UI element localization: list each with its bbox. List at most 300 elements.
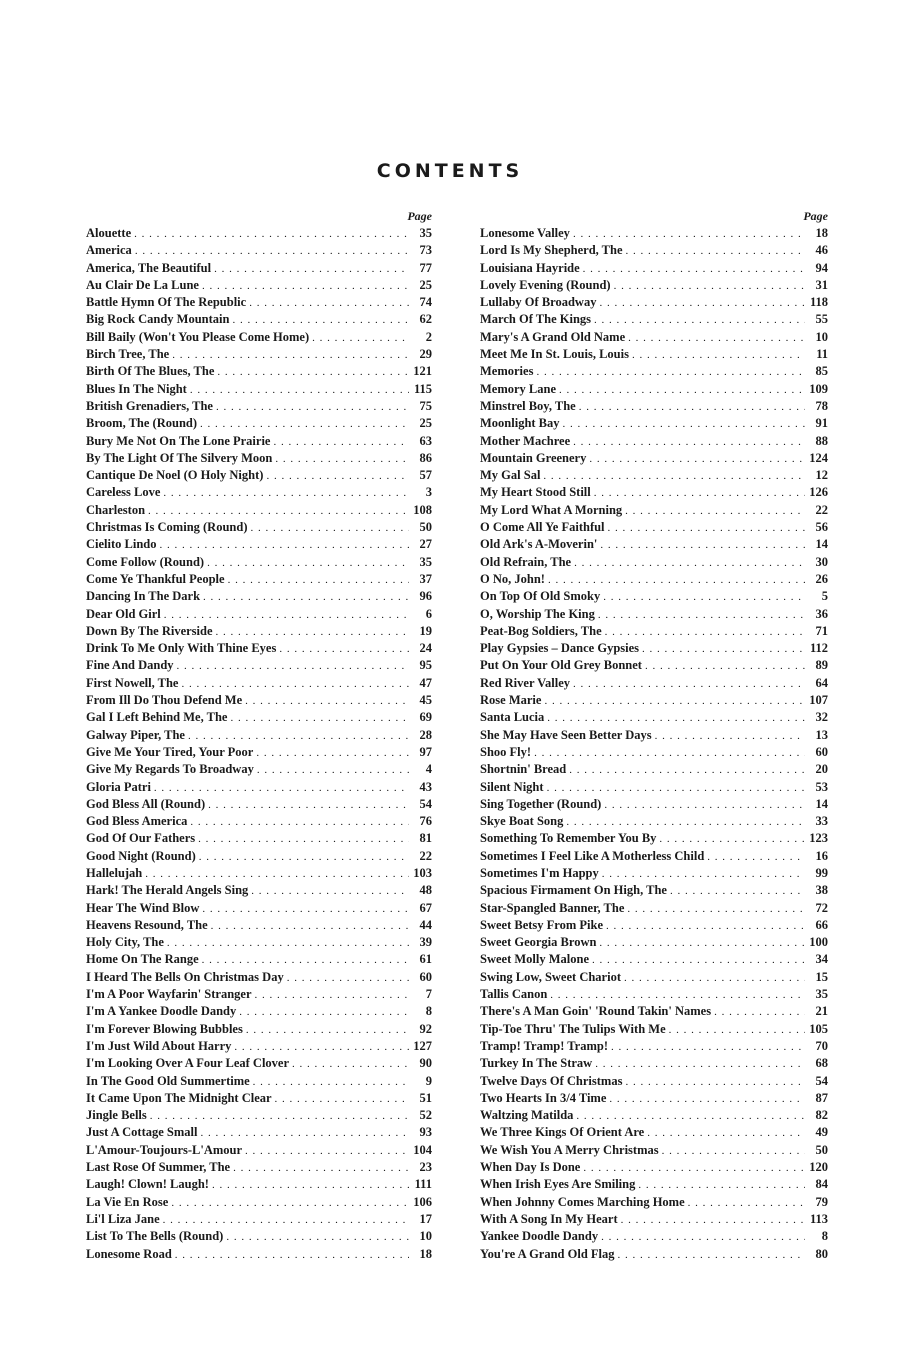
entry-page-number: 6 [425, 606, 432, 621]
dot-leader [228, 572, 409, 589]
entry-title: In The Good Old Summertime [86, 1073, 250, 1088]
list-item [480, 1211, 828, 1228]
dot-leader [251, 883, 409, 900]
list-item [86, 986, 432, 1003]
entry-page-number: 46 [815, 243, 828, 258]
dot-leader [606, 918, 805, 935]
dot-leader [707, 849, 805, 866]
entry-title: British Grenadiers, The [86, 398, 213, 413]
dot-leader [534, 745, 805, 762]
dot-leader [550, 987, 805, 1004]
page-column-header: Page [407, 209, 432, 223]
entry-page-number: 10 [815, 329, 828, 344]
entry-page-number: 26 [815, 571, 828, 586]
dot-leader [312, 330, 409, 347]
list-item [86, 1142, 432, 1159]
list-item [480, 1021, 828, 1038]
entry-page-number: 76 [419, 814, 432, 829]
list-item [480, 865, 828, 882]
entry-page-number: 33 [815, 814, 828, 829]
entry-title: Lonesome Valley [480, 226, 570, 240]
list-item [86, 484, 432, 501]
entry-title: Rose Marie [480, 693, 542, 708]
entry-page-number: 10 [419, 1229, 432, 1244]
list-item [86, 1246, 432, 1263]
entry-title: My Heart Stood Still [480, 485, 591, 500]
entry-title: Sing Together (Round) [480, 796, 602, 811]
entry-title: La Vie En Rose [86, 1194, 169, 1209]
dot-leader [275, 1091, 409, 1108]
dot-leader [714, 1004, 805, 1021]
list-item [480, 225, 828, 242]
dot-leader [233, 1160, 409, 1177]
list-item [480, 744, 828, 761]
dot-leader [548, 572, 805, 589]
entry-page-number: 50 [815, 1142, 828, 1157]
entry-page-number: 74 [419, 295, 432, 310]
entry-page-number: 60 [815, 744, 828, 759]
entry-title: You're A Grand Old Flag [480, 1246, 615, 1261]
dot-leader [292, 1056, 409, 1073]
dot-leader [256, 745, 409, 762]
list-item [86, 277, 432, 294]
entry-page-number: 105 [809, 1021, 828, 1036]
list-item [480, 571, 828, 588]
dot-leader [175, 1247, 409, 1264]
entry-page-number: 123 [809, 831, 828, 846]
list-item [480, 450, 828, 467]
list-item [86, 433, 432, 450]
dot-leader [574, 555, 805, 572]
entry-page-number: 20 [815, 762, 828, 777]
entry-title: We Wish You A Merry Christmas [480, 1142, 659, 1157]
entry-page-number: 86 [419, 450, 432, 465]
dot-leader [594, 485, 805, 502]
entry-title: Sweet Molly Malone [480, 952, 590, 967]
entry-page-number: 24 [419, 641, 432, 656]
entry-title: My Gal Sal [480, 468, 541, 483]
entry-title: I'm A Poor Wayfarin' Stranger [86, 987, 252, 1002]
entry-title: March Of The Kings [480, 312, 592, 327]
dot-leader [207, 555, 409, 572]
dot-leader [245, 693, 409, 710]
dot-leader [163, 485, 409, 502]
dot-leader [611, 1039, 805, 1056]
entry-page-number: 22 [419, 848, 432, 863]
entry-page-number: 88 [815, 433, 828, 448]
list-item [86, 640, 432, 657]
list-item [480, 917, 828, 934]
entry-page-number: 5 [821, 589, 828, 604]
entry-page-number: 14 [815, 537, 828, 552]
dot-leader [628, 330, 805, 347]
dot-leader [239, 1004, 409, 1021]
entry-page-number: 64 [815, 675, 828, 690]
dot-leader [208, 797, 409, 814]
entry-page-number: 69 [419, 710, 432, 725]
list-item [480, 830, 828, 847]
entry-page-number: 93 [419, 1125, 432, 1140]
entry-title: By The Light Of The Silvery Moon [86, 450, 273, 465]
list-item [86, 1038, 432, 1055]
dot-leader [645, 658, 805, 675]
entry-page-number: 55 [815, 312, 828, 327]
entry-page-number: 50 [419, 520, 432, 535]
dot-leader [160, 537, 410, 554]
dot-leader [569, 762, 805, 779]
page-column-header: Page [803, 209, 828, 223]
dot-leader [547, 710, 805, 727]
list-item [86, 1073, 432, 1090]
dot-leader [253, 1074, 409, 1091]
list-item [480, 727, 828, 744]
dot-leader [257, 762, 409, 779]
dot-leader [200, 1125, 409, 1142]
dot-leader [595, 1056, 805, 1073]
entry-title: Birth Of The Blues, The [86, 364, 215, 379]
entry-page-number: 73 [419, 243, 432, 258]
list-item [480, 1124, 828, 1141]
entry-title: Christmas Is Coming (Round) [86, 520, 248, 535]
entry-title: Meet Me In St. Louis, Louis [480, 347, 629, 362]
entry-title: Come Ye Thankful People [86, 571, 225, 586]
dot-leader [573, 226, 805, 243]
dot-leader [614, 278, 805, 295]
entry-page-number: 99 [815, 865, 828, 880]
list-item [480, 796, 828, 813]
list-item [86, 450, 432, 467]
entry-title: Gal I Left Behind Me, The [86, 710, 228, 725]
entry-page-number: 72 [815, 900, 828, 915]
entry-page-number: 13 [815, 727, 828, 742]
entry-page-number: 18 [419, 1246, 432, 1261]
entry-title: Moonlight Bay [480, 416, 560, 431]
dot-leader [609, 1091, 805, 1108]
list-item [480, 1228, 828, 1245]
list-item [480, 623, 828, 640]
dot-leader [181, 676, 409, 693]
list-item [480, 311, 828, 328]
entry-title: God Bless All (Round) [86, 796, 206, 811]
list-item [480, 1246, 828, 1263]
entry-page-number: 96 [419, 589, 432, 604]
list-item [86, 242, 432, 259]
list-item [86, 761, 432, 778]
contents-column-left [86, 208, 432, 1263]
list-item [480, 381, 828, 398]
list-item [480, 1055, 828, 1072]
entry-title: With A Song In My Heart [480, 1211, 618, 1226]
entry-page-number: 124 [809, 450, 828, 465]
list-item [480, 934, 828, 951]
dot-leader [164, 607, 409, 624]
list-item [86, 1107, 432, 1124]
list-item [86, 225, 432, 242]
list-item [86, 934, 432, 951]
list-item [480, 588, 828, 605]
list-item [480, 675, 828, 692]
entry-title: She May Have Seen Better Days [480, 727, 652, 742]
entry-title: Hark! The Herald Angels Sing [86, 883, 249, 898]
entry-list [480, 225, 828, 1263]
list-item [86, 917, 432, 934]
dot-leader [148, 503, 409, 520]
list-item [480, 363, 828, 380]
list-item [480, 1142, 828, 1159]
list-item [480, 692, 828, 709]
list-item [480, 1159, 828, 1176]
entry-page-number: 53 [815, 779, 828, 794]
entry-page-number: 38 [815, 883, 828, 898]
dot-leader [621, 1212, 805, 1229]
entry-page-number: 78 [815, 398, 828, 413]
list-item [480, 1003, 828, 1020]
entry-page-number: 108 [413, 502, 432, 517]
list-item [480, 260, 828, 277]
dot-leader [583, 1160, 805, 1177]
entry-page-number: 49 [815, 1125, 828, 1140]
dot-leader [598, 607, 805, 624]
dot-leader [563, 416, 805, 433]
list-item [480, 502, 828, 519]
dot-leader [249, 295, 409, 312]
entry-page-number: 107 [809, 693, 828, 708]
list-item [86, 398, 432, 415]
entry-title: America, The Beautiful [86, 260, 212, 275]
list-item [480, 346, 828, 363]
entry-page-number: 51 [419, 1090, 432, 1105]
list-item [480, 519, 828, 536]
dot-leader [200, 416, 409, 433]
entry-page-number: 92 [419, 1021, 432, 1036]
entry-page-number: 8 [425, 1004, 432, 1019]
dot-leader [255, 987, 409, 1004]
entry-title: America [86, 243, 132, 258]
entry-title: Tallis Canon [480, 987, 548, 1002]
dot-leader [688, 1195, 805, 1212]
dot-leader [167, 935, 409, 952]
entry-title: Good Night (Round) [86, 848, 196, 863]
entry-page-number: 112 [809, 641, 828, 656]
list-item [86, 554, 432, 571]
entry-title: Mountain Greenery [480, 450, 587, 465]
list-item [480, 484, 828, 501]
entry-title: Turkey In The Straw [480, 1056, 593, 1071]
list-item [86, 830, 432, 847]
entry-page-number: 12 [815, 468, 828, 483]
entry-title: We Three Kings Of Orient Are [480, 1125, 645, 1140]
entry-page-number: 82 [815, 1108, 828, 1123]
list-item [480, 709, 828, 726]
entry-title: Sweet Georgia Brown [480, 935, 597, 950]
dot-leader [659, 831, 805, 848]
list-item [480, 1107, 828, 1124]
dot-leader [234, 1039, 409, 1056]
entry-page-number: 67 [419, 900, 432, 915]
entry-page-number: 11 [816, 347, 828, 362]
list-item [86, 1159, 432, 1176]
entry-page-number: 7 [425, 987, 432, 1002]
dot-leader [190, 814, 409, 831]
entry-page-number: 35 [419, 226, 432, 240]
entry-page-number: 57 [419, 468, 432, 483]
dot-leader [655, 728, 805, 745]
list-item [86, 260, 432, 277]
list-item [86, 900, 432, 917]
entry-page-number: 3 [425, 485, 432, 500]
dot-leader [604, 797, 805, 814]
list-item [480, 1073, 828, 1090]
entry-page-number: 18 [815, 226, 828, 240]
list-item [86, 381, 432, 398]
list-item [86, 294, 432, 311]
list-item [480, 1090, 828, 1107]
list-item [86, 675, 432, 692]
dot-leader [246, 1022, 409, 1039]
list-item [480, 657, 828, 674]
dot-leader [150, 1108, 409, 1125]
dot-leader [602, 866, 805, 883]
dot-leader [576, 1108, 805, 1125]
entry-title: Last Rose Of Summer, The [86, 1160, 231, 1175]
entry-title: Bury Me Not On The Lone Prairie [86, 433, 271, 448]
entry-title: When Irish Eyes Are Smiling [480, 1177, 636, 1192]
entry-page-number: 70 [815, 1038, 828, 1053]
entry-page-number: 31 [815, 277, 828, 292]
list-item [86, 1055, 432, 1072]
dot-leader [566, 814, 805, 831]
list-item [480, 1194, 828, 1211]
entry-title: O, Worship The King [480, 606, 595, 621]
dot-leader [662, 1143, 805, 1160]
dot-leader [625, 503, 805, 520]
dot-leader [216, 624, 409, 641]
entry-page-number: 14 [815, 796, 828, 811]
dot-leader [573, 676, 805, 693]
dot-leader [190, 382, 409, 399]
entry-page-number: 91 [815, 416, 828, 431]
dot-leader [608, 520, 805, 537]
entry-page-number: 2 [425, 329, 432, 344]
entry-page-number: 66 [815, 917, 828, 932]
entry-title: Old Refrain, The [480, 554, 572, 569]
list-item [86, 882, 432, 899]
entry-page-number: 85 [815, 364, 828, 379]
entry-title: Tip-Toe Thru' The Tulips With Me [480, 1021, 666, 1036]
entry-title: Holy City, The [86, 935, 164, 950]
list-item [480, 813, 828, 830]
list-item [86, 415, 432, 432]
entry-page-number: 127 [413, 1038, 432, 1053]
list-item [86, 727, 432, 744]
dot-leader [603, 589, 805, 606]
entry-page-number: 121 [413, 364, 432, 379]
entry-title: Hear The Wind Blow [86, 900, 200, 915]
entry-page-number: 16 [815, 848, 828, 863]
list-item [480, 848, 828, 865]
list-item [480, 969, 828, 986]
entry-title: Cantique De Noel (O Holy Night) [86, 468, 264, 483]
list-item [86, 1194, 432, 1211]
entry-title: Skye Boat Song [480, 814, 564, 829]
entry-title: When Johnny Comes Marching Home [480, 1194, 685, 1209]
entry-title: Mary's A Grand Old Name [480, 329, 626, 344]
entry-title: Old Ark's A-Moverin' [480, 537, 598, 552]
dot-leader [250, 520, 409, 537]
entry-title: Put On Your Old Grey Bonnet [480, 658, 642, 673]
entry-page-number: 25 [419, 416, 432, 431]
list-item [86, 657, 432, 674]
entry-page-number: 94 [815, 260, 828, 275]
entry-page-number: 77 [419, 260, 432, 275]
entry-page-number: 115 [413, 381, 432, 396]
entry-title: Come Follow (Round) [86, 554, 205, 569]
entry-title: I'm Forever Blowing Bubbles [86, 1021, 243, 1036]
list-item [86, 969, 432, 986]
list-item [480, 277, 828, 294]
entry-title: God Of Our Fathers [86, 831, 196, 846]
list-item [480, 900, 828, 917]
list-item [480, 761, 828, 778]
entry-page-number: 126 [809, 485, 828, 500]
list-item [480, 779, 828, 796]
list-item [86, 502, 432, 519]
entry-title: Home On The Range [86, 952, 199, 967]
entry-page-number: 95 [419, 658, 432, 673]
entry-title: Shoo Fly! [480, 744, 532, 759]
entry-title: From Ill Do Thou Defend Me [86, 693, 243, 708]
entry-title: Santa Lucia [480, 710, 545, 725]
entry-page-number: 44 [419, 917, 432, 932]
entry-title: Fine And Dandy [86, 658, 174, 673]
dot-leader [198, 831, 409, 848]
entry-title: Jingle Bells [86, 1108, 147, 1123]
entry-title: Silent Night [480, 779, 544, 794]
entry-title: Lullaby Of Broadway [480, 295, 597, 310]
entry-page-number: 23 [419, 1160, 432, 1175]
list-item [86, 346, 432, 363]
list-item [86, 519, 432, 536]
list-item [86, 865, 432, 882]
entry-title: Shortnin' Bread [480, 762, 567, 777]
entry-title: Big Rock Candy Mountain [86, 312, 230, 327]
entry-page-number: 4 [425, 762, 432, 777]
list-item [480, 415, 828, 432]
dot-leader [638, 1177, 805, 1194]
dot-leader [177, 658, 409, 675]
dot-leader [573, 434, 805, 451]
list-item [86, 1003, 432, 1020]
entry-title: Just A Cottage Small [86, 1125, 198, 1140]
dot-leader [199, 849, 409, 866]
entry-title: Memory Lane [480, 381, 557, 396]
list-item [86, 467, 432, 484]
list-item [86, 692, 432, 709]
list-item [480, 536, 828, 553]
entry-title: I'm Just Wild About Harry [86, 1038, 232, 1053]
entry-page-number: 54 [419, 796, 432, 811]
list-item [480, 882, 828, 899]
entry-title: Au Clair De La Lune [86, 277, 199, 292]
dot-leader [217, 364, 409, 381]
dot-leader [647, 1125, 805, 1142]
entry-page-number: 120 [809, 1160, 828, 1175]
list-item [86, 606, 432, 623]
dot-leader [536, 364, 805, 381]
list-item [480, 294, 828, 311]
entry-page-number: 28 [419, 727, 432, 742]
list-item [86, 1176, 432, 1193]
